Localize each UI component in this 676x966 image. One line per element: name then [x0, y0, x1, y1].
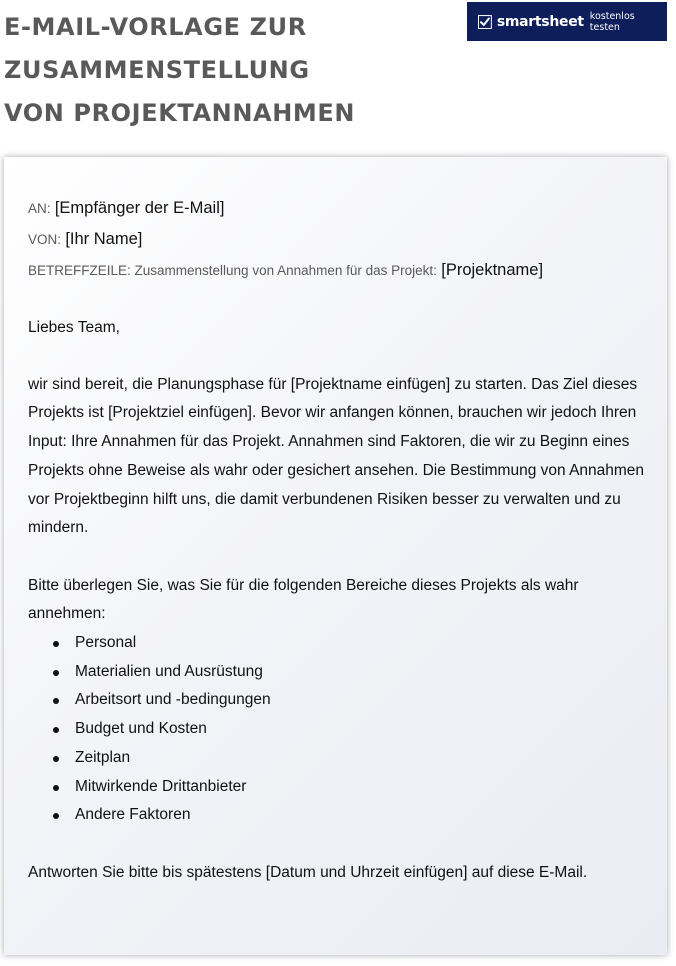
title-line: E-MAIL-VORLAGE ZUR: [4, 13, 307, 41]
to-value: [Empfänger der E-Mail]: [54, 199, 225, 217]
email-from-line: [28, 224, 648, 255]
title-line: ZUSAMMENSTELLUNG: [4, 56, 310, 84]
title-line: VON PROJEKTANNAHMEN: [4, 99, 356, 127]
subject-value: [Projektname]: [441, 261, 544, 279]
areas-intro-paragraph: Bitte überlegen Sie, was Sie für die folgenden Bereiche dieses Projekts als wahr annehmen:: [28, 576, 579, 623]
list-item: Mitwirkende Drittanbieter: [28, 773, 648, 802]
from-label: VON:: [28, 232, 62, 247]
assumption-areas-list: [28, 629, 648, 830]
greeting: Liebes Team,: [28, 319, 120, 336]
email-content: [28, 193, 648, 887]
email-to-line: [28, 193, 648, 224]
list-item: Personal: [28, 629, 648, 658]
email-subject-line: [28, 255, 648, 286]
list-item: Materialien und Ausrüstung: [28, 658, 648, 687]
intro-paragraph: wir sind bereit, die Planungsphase für [Projektname einfügen] zu starten. Das Ziel dieses Projekts ist [Projektziel einfügen]. Bevor wir anfangen können, brauchen wir jedoch Ihren Input: Ihre Annahmen für das Projekt. Annahmen sind Faktoren, die wir zu Beginn eines Projekts ohne Beweise als wahr oder gesichert ansehen. Die Bestimmung von Annahmen vor Projektbeginn hilft uns, die damit verbundenen Risiken besser zu verwalten und zu mindern.: [28, 375, 645, 537]
email-template-card: [4, 157, 667, 955]
list-item: Arbeitsort und -bedingungen: [28, 686, 648, 715]
brand-name: smartsheet: [496, 13, 584, 30]
to-label: AN:: [28, 201, 51, 216]
page-title: [4, 6, 355, 135]
smartsheet-banner-button[interactable]: [467, 2, 667, 41]
check-icon: [478, 15, 492, 29]
list-item: Andere Faktoren: [28, 801, 648, 830]
closing-paragraph: Antworten Sie bitte bis spätestens [Datum und Uhrzeit einfügen] auf diese E-Mail.: [28, 863, 588, 881]
list-item: Budget und Kosten: [28, 715, 648, 744]
subject-label: BETREFFZEILE: Zusammenstellung von Annahmen für das Projekt:: [28, 263, 437, 278]
list-item: Zeitplan: [28, 744, 648, 773]
brand-cta: kostenlos testen: [589, 10, 635, 33]
from-value: [Ihr Name]: [65, 230, 143, 248]
